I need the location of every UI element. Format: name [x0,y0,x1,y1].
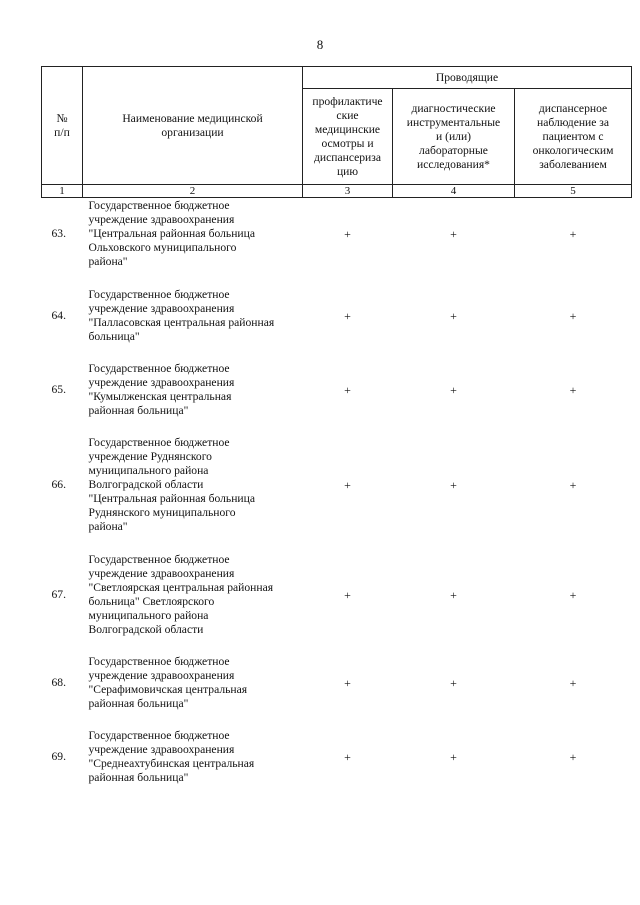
mark-dispensary: + [569,382,577,397]
mark-preventive: + [344,382,351,397]
mark-preventive: + [344,749,351,764]
header-col-diagnostic: диагностические инструментальные и (или) лабораторные исследования* [393,89,515,185]
organization-name: Государственное бюджетное учреждение здравоохранения "Светлоярская центральная районная больница" Светлоярского муниципального района Волгоградской области [88,552,274,636]
row-number: 69. [51,749,66,763]
table-row [42,198,632,271]
column-number: 5 [515,185,632,198]
mark-diagnostic: + [450,749,457,764]
column-number: 2 [83,185,303,198]
mark-dispensary: + [569,749,577,764]
mark-dispensary: + [569,675,577,690]
column-number: 4 [393,185,515,198]
table-row [42,435,632,536]
table-row [42,287,632,345]
organization-name: Государственное бюджетное учреждение здравоохранения "Серафимовичская центральная районная больница" [88,654,248,710]
header-group: Проводящие [303,67,632,89]
mark-diagnostic: + [450,675,457,690]
mark-preventive: + [344,308,351,323]
row-number: 63. [51,227,66,241]
mark-diagnostic: + [450,308,457,323]
table-row [42,361,632,419]
column-number: 3 [303,185,393,198]
header-col-preventive: профилактиче ские медицинские осмотры и диспансериза цию [303,89,393,185]
mark-diagnostic: + [450,587,457,602]
mark-dispensary: + [569,587,577,602]
header-num: № п/п [42,67,83,185]
mark-diagnostic: + [450,227,457,242]
table-row [42,728,632,786]
header-col-dispensary: диспансерное наблюдение за пациентом с онкологическим заболеванием [515,89,632,185]
page-number: 8 [316,37,324,52]
mark-preventive: + [344,587,351,602]
header-row-1 [42,67,632,89]
header-name: Наименование медицинской организации [83,67,303,185]
table-row [42,654,632,712]
column-number: 1 [42,185,83,198]
mark-dispensary: + [569,478,577,492]
organization-name: Государственное бюджетное учреждение здравоохранения "Среднеахтубинская центральная районная больница" [88,728,255,784]
organizations-table [41,66,632,786]
organization-name: Государственное бюджетное учреждение здравоохранения "Кумылженская центральная районная больница" [88,361,235,417]
mark-dispensary: + [569,308,577,323]
column-numbers-row [42,185,632,198]
row-number: 65. [51,382,66,396]
mark-preventive: + [344,227,351,242]
mark-preventive: + [344,478,351,492]
row-number: 64. [51,308,66,322]
table-row [42,552,632,638]
row-number: 67. [51,587,66,601]
row-number: 66. [51,478,66,491]
organization-name: Государственное бюджетное учреждение Руднянского муниципального района Волгоградской области "Центральная районная больница Руднянского муниципального района" [88,436,255,533]
mark-diagnostic: + [450,478,457,492]
mark-diagnostic: + [450,382,457,397]
organization-name: Государственное бюджетное учреждение здравоохранения "Центральная районная больница Ольховского муниципального района" [88,199,255,269]
mark-preventive: + [344,675,351,690]
row-number: 68. [51,675,66,689]
mark-dispensary: + [569,227,577,242]
organization-name: Государственное бюджетное учреждение здравоохранения "Палласовская центральная районная больница" [88,287,275,343]
